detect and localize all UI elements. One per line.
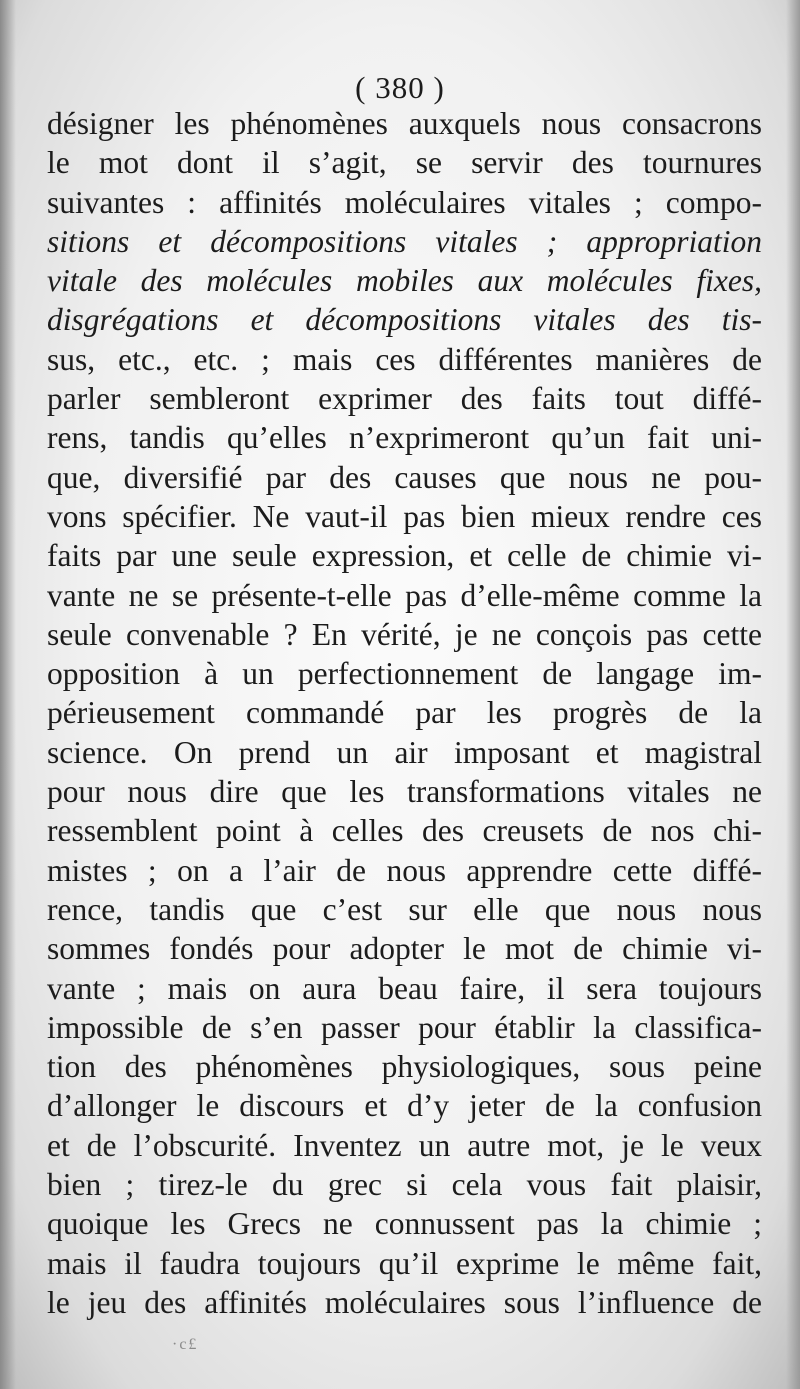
text-line: sitions et décompositions vitales ; appropriation (47, 223, 762, 259)
text-line: opposition à un perfectionnement de langage im- (47, 656, 762, 692)
text-line: d’allonger le discours et d’y jeter de la confusion (47, 1088, 762, 1124)
text-line: vons spécifier. Ne vaut-il pas bien mieux rendre ces (47, 498, 762, 534)
text-line: que, diversifié par des causes que nous ne pou- (47, 459, 762, 495)
text-line: suivantes : affinités moléculaires vitales ; compo- (47, 184, 762, 220)
text-line: science. On prend un air imposant et magistral (47, 734, 762, 770)
text-line: quoique les Grecs ne connussent pas la chimie ; (47, 1206, 762, 1242)
text-line: tion des phénomènes physiologiques, sous peine (47, 1049, 762, 1085)
body-text (47, 104, 762, 1322)
text-line: et de l’obscurité. Inventez un autre mot, je le veux (47, 1127, 762, 1163)
print-mark: ·c£ (172, 1336, 199, 1353)
text-line: vante ne se présente-t-elle pas d’elle-même comme la (47, 577, 762, 613)
page-number: ( 380 ) (355, 70, 445, 105)
text-line: mais il faudra toujours qu’il exprime le même fait, (47, 1245, 762, 1281)
text-line: disgrégations et décompositions vitales des tis- (47, 302, 762, 338)
text-line: bien ; tirez-le du grec si cela vous fait plaisir, (47, 1167, 762, 1203)
text-line: désigner les phénomènes auxquels nous consacrons (47, 106, 762, 141)
text-line: seule convenable ? En vérité, je ne conçois pas cette (47, 616, 762, 652)
text-line: impossible de s’en passer pour établir la classifica- (47, 1009, 762, 1045)
text-line: vitale des molécules mobiles aux molécules fixes, (47, 263, 762, 299)
page-shadow-right (786, 0, 800, 1389)
text-line: rens, tandis qu’elles n’exprimeront qu’un fait uni- (47, 420, 762, 456)
text-line: pour nous dire que les transformations vitales ne (47, 774, 762, 810)
text-line: sommes fondés pour adopter le mot de chimie vi- (47, 931, 762, 967)
text-line: sus, etc., etc. ; mais ces différentes manières de (47, 341, 762, 377)
text-line: le mot dont il s’agit, se servir des tournures (47, 145, 762, 181)
text-line: rence, tandis que c’est sur elle que nous nous (47, 891, 762, 927)
text-line: ressemblent point à celles des creusets de nos chi- (47, 813, 762, 849)
text-line: périeusement commandé par les progrès de la (47, 695, 762, 731)
text-line: parler sembleront exprimer des faits tout diffé- (47, 381, 762, 417)
text-line: faits par une seule expression, et celle de chimie vi- (47, 538, 762, 574)
text-line: vante ; mais on aura beau faire, il sera toujours (47, 970, 762, 1006)
text-line: mistes ; on a l’air de nous apprendre cette diffé- (47, 852, 762, 888)
text-line: le jeu des affinités moléculaires sous l’influence de (47, 1284, 762, 1320)
page-shadow-left (0, 0, 16, 1389)
